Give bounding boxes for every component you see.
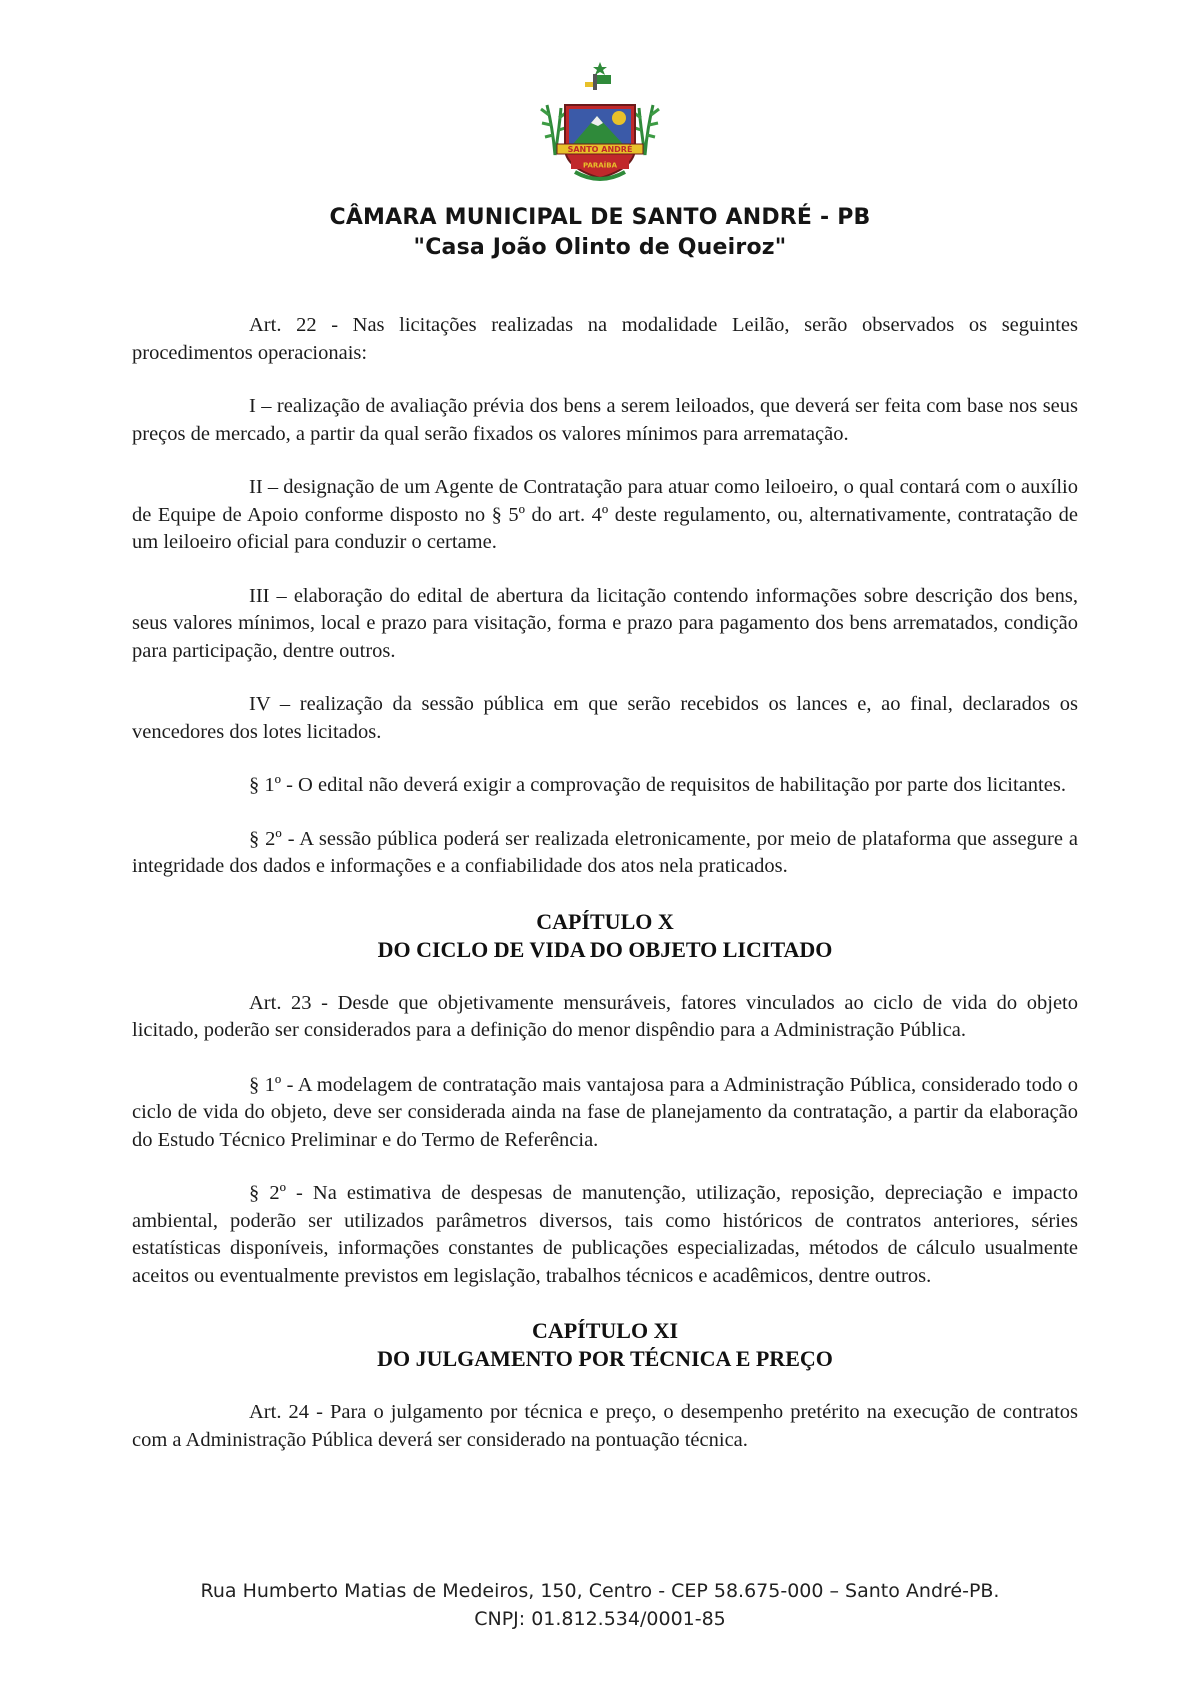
article-23: Art. 23 - Desde que objetivamente mensuráveis, fatores vinculados ao ciclo de vida do objeto licitado, poderão ser considerados para a definição do menor dispêndio para a Administração Pública. xyxy=(132,991,1078,1041)
article-22: Art. 22 - Nas licitações realizadas na modalidade Leilão, serão observados os seguintes procedimentos operacionais: xyxy=(132,314,1078,364)
article-22-item-iii: III – elaboração do edital de abertura da licitação contendo informações sobre descrição dos bens, seus valores mínimos, local e prazo para visitação, forma e prazo para pagamento dos bens arrematados, condição para participação, dentre outros. xyxy=(132,584,1078,662)
council-subtitle: "Casa João Olinto de Queiroz" xyxy=(413,235,787,260)
footer-cnpj: CNPJ: 01.812.534/0001-85 xyxy=(474,1608,726,1630)
article-22-item-iv: IV – realização da sessão pública em que serão recebidos os lances e, ao final, declarados os vencedores dos lotes licitados. xyxy=(132,693,1078,743)
chapter-10-number: CAPÍTULO X xyxy=(536,908,674,934)
article-24: Art. 24 - Para o julgamento por técnica e preço, o desempenho pretérito na execução de contratos com a Administração Pública deverá ser considerado na pontuação técnica. xyxy=(132,1401,1078,1451)
chapter-11-title: DO JULGAMENTO POR TÉCNICA E PREÇO xyxy=(377,1346,833,1371)
chapter-10-title: DO CICLO DE VIDA DO OBJETO LICITADO xyxy=(377,936,833,962)
chapter-11-number: CAPÍTULO XI xyxy=(531,1318,679,1343)
article-22-item-ii: II – designação de um Agente de Contratação para atuar como leiloeiro, o qual contará com o auxílio de Equipe de Apoio conforme disposto no § 5º do art. 4º deste regulamento, ou, alternativamente, contratação de um leiloeiro oficial para conduzir o certame. xyxy=(132,476,1078,553)
article-23-paragraph-1: § 1º - A modelagem de contratação mais vantajosa para a Administração Pública, considerado todo o ciclo de vida do objeto, deve ser considerada ainda na fase de planejamento da contratação, a partir da elaboração do Estudo Técnico Preliminar e do Termo de Referência. xyxy=(132,1073,1078,1151)
footer-address: Rua Humberto Matias de Medeiros, 150, Centro - CEP 58.675-000 – Santo André-PB. xyxy=(200,1580,1000,1602)
chapter-11-heading xyxy=(132,1317,1078,1373)
article-22-paragraph-2: § 2º - A sessão pública poderá ser realizada eletronicamente, por meio de plataforma que assegure a integridade dos dados e informações e a confiabilidade dos atos nela praticados. xyxy=(132,827,1078,877)
svg-text:SANTO ANDRÉ: SANTO ANDRÉ xyxy=(567,145,633,154)
document-body xyxy=(132,312,1078,1454)
svg-text:PARAÍBA: PARAÍBA xyxy=(582,161,618,170)
article-22-paragraph-1: § 1º - O edital não deverá exigir a comprovação de requisitos de habilitação por parte dos licitantes. xyxy=(249,774,1066,796)
council-title: CÂMARA MUNICIPAL DE SANTO ANDRÉ - PB xyxy=(329,205,871,230)
municipal-crest-logo xyxy=(535,60,665,190)
article-22-item-i: I – realização de avaliação prévia dos bens a serem leiloados, que deverá ser feita com base nos seus preços de mercado, a partir da qual serão fixados os valores mínimos para arrematação. xyxy=(132,395,1078,445)
chapter-10-heading xyxy=(132,908,1078,964)
article-23-paragraph-2: § 2º - Na estimativa de despesas de manutenção, utilização, reposição, depreciação e impacto ambiental, poderão ser utilizados parâmetros diversos, tais como históricos de contratos anteriores, séries estatísticas disponíveis, informações constantes de publicações especializadas, métodos de cálculo usualmente aceitos ou eventualmente previstos em legislação, trabalhos técnicos e acadêmicos, dentre outros. xyxy=(132,1182,1078,1287)
